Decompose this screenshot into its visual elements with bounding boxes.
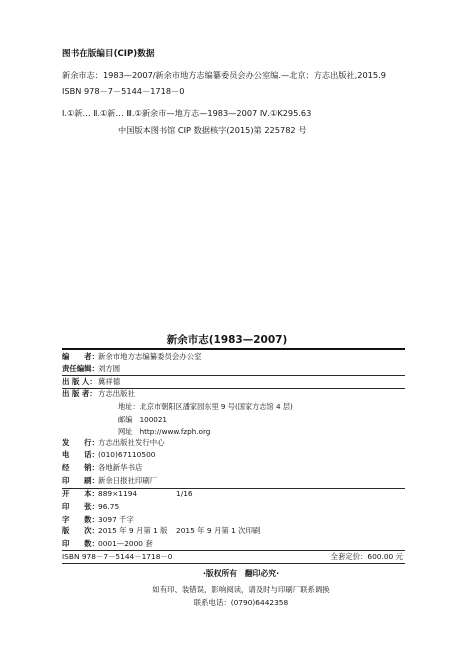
imprint-row-edition (62, 526, 405, 536)
row-label: 字 数： (62, 515, 99, 524)
website-text: 网址 http://www.fzph.org (118, 427, 211, 436)
cip-description: 新余市志：1983—2007/新余市地方志编纂委员会办公室编.—北京：方志出版社,2015.9 (62, 70, 386, 80)
defect-notice: 如有印、装错误，影响阅读，请及时与印刷厂联系调换 (152, 585, 330, 594)
row-value: 冀祥德 (98, 377, 121, 386)
row-value: 方志出版社 (98, 389, 135, 398)
imprint-row-seller (62, 463, 405, 473)
row-value: (010)67110500 (98, 450, 156, 459)
row-value: 刘方圆 (98, 364, 121, 373)
row-value: 889×1194 (98, 489, 138, 498)
row-label: 经 销： (62, 463, 99, 472)
cip-classification: Ⅰ.①新… Ⅱ.①新… Ⅲ.①新余市—地方志—1983—2007 Ⅳ.①K295.63 (62, 108, 312, 118)
divider (62, 563, 405, 564)
row-value: 各地新华书店 (98, 463, 143, 472)
row-label: 印 数： (62, 539, 99, 548)
postcode-text: 邮编 100021 (118, 415, 168, 424)
imprint-row-print-run (62, 539, 405, 549)
row-label: 开 本： (62, 489, 99, 498)
divider (62, 550, 405, 551)
row-value: 0001—2000 套 (98, 539, 153, 548)
row-value: 新余市地方志编纂委员会办公室 (98, 352, 202, 361)
row-extra: 1/16 (176, 489, 193, 498)
row-label: 责任编辑： (62, 364, 99, 373)
rights-notice: ·版权所有 翻印必究· (202, 569, 280, 578)
imprint-row-distributor (62, 438, 405, 448)
imprint-row-editor (62, 352, 405, 362)
imprint-row-publisher-person (62, 377, 405, 387)
row-label: 电 话： (62, 450, 99, 459)
isbn-text: ISBN 978－7－5144－1718－0 (62, 552, 173, 561)
row-extra: 2015 年 9 月第 1 次印刷 (176, 526, 261, 535)
row-value: 2015 年 9 月第 1 版 (98, 526, 168, 535)
row-label: 出 版 者： (62, 389, 97, 398)
book-title: 新余市志(1983—2007) (166, 334, 288, 346)
imprint-row-postcode (62, 415, 405, 425)
imprint-row-phone (62, 450, 405, 460)
contact-phone: 联系电话：(0790)6442358 (193, 598, 289, 607)
cip-record-number: 中国版本图书馆 CIP 数据核字(2015)第 225782 号 (118, 125, 307, 135)
row-value: 新余日报社印刷厂 (98, 476, 158, 485)
row-value: 96.75 (98, 502, 120, 511)
address-text: 地址：北京市朝阳区潘家园东里 9 号(国家方志馆 4 层) (118, 402, 293, 411)
price-text: 全套定价：600.00 元 (330, 552, 403, 561)
row-value: 方志出版社发行中心 (98, 438, 165, 447)
imprint-row-responsible-editor (62, 364, 405, 374)
row-value: 3097 千字 (98, 515, 134, 524)
imprint-row-sheets (62, 502, 405, 512)
imprint-row-publisher (62, 389, 405, 399)
imprint-row-address (62, 402, 405, 412)
cip-heading: 图书在版编目(CIP)数据 (62, 49, 155, 59)
row-label: 版 次： (62, 526, 99, 535)
row-label: 印 张： (62, 502, 99, 511)
divider (62, 375, 405, 376)
imprint-row-format (62, 489, 405, 499)
cip-isbn: ISBN 978－7－5144－1718－0 (62, 86, 185, 96)
row-label: 编 者： (62, 352, 99, 361)
imprint-row-website (62, 427, 405, 437)
imprint-row-word-count (62, 515, 405, 525)
divider (62, 348, 405, 350)
row-label: 出 版 人： (62, 377, 97, 386)
imprint-row-printer (62, 476, 405, 486)
row-label: 印 刷： (62, 476, 99, 485)
row-label: 发 行： (62, 438, 99, 447)
imprint-row-isbn-price (62, 552, 405, 562)
